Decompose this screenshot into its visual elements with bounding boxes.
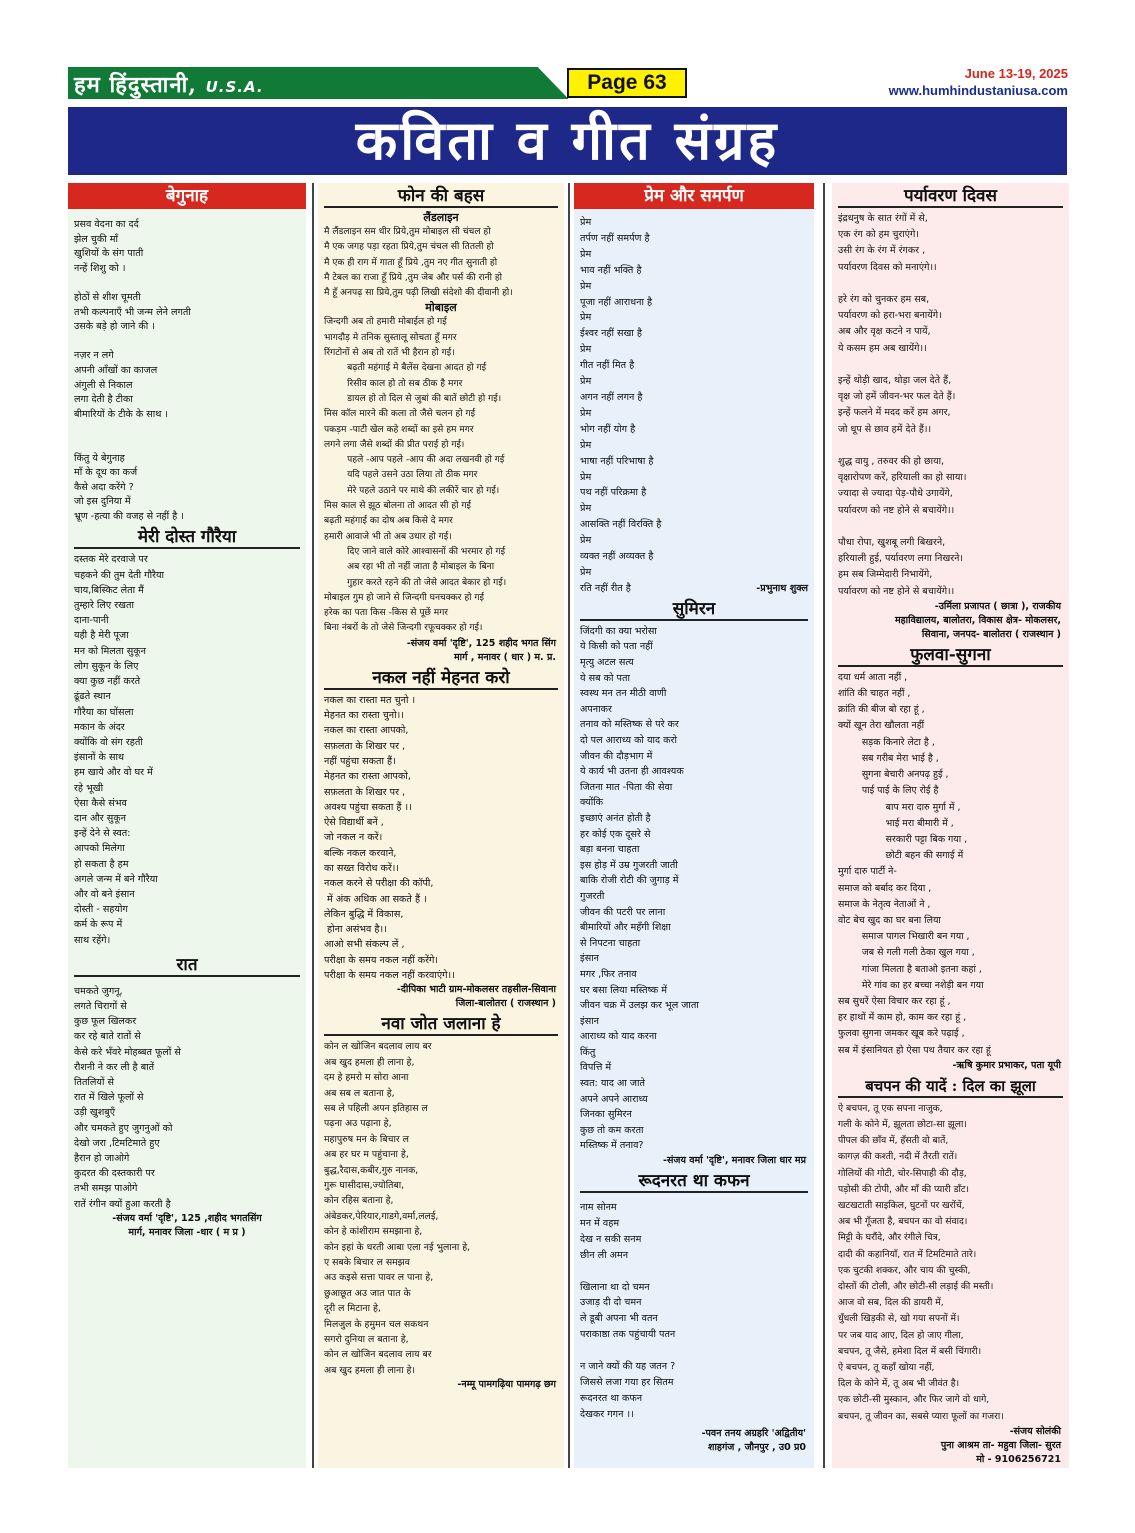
poem-text: नकल का रास्ता मत चुनो । मेहनत का रास्ता चुनो।। नकल का रास्ता आपको, सफ़लता के शिखर पर , नहीं पहुंचा सकता हैं। मेहनत का रास्ता आपको, सफ़लता के शिखर पर , अवश्य पहुंचा सकता हैं ।। ऐसे विद्यार्थी बनें , जो नकल न करें। बल्कि नकल करवाने, का सख्त विरोध करें।। नकल करने से परीक्षा की कॉपी, में अंक अधिक आ सकते हैं । लेकिन बुद्धि में विकास, होना असंभव है।। आओ सभी संकल्प लें , परीक्षा के समय नकल नहीं करेंगे। परीक्षा के समय नकल नहीं करवाएंगे।।	[324, 694, 455, 982]
column-3	[574, 183, 814, 1468]
poem-subtitle: लैंडलाइन	[423, 211, 459, 224]
page-number: Page 63	[567, 68, 687, 98]
poem-credit: -पवन तनय अग्रहरि 'अद्वितीय' शाहगंज , जौनपुर , उ0 प्र0	[701, 1427, 806, 1453]
poem-text: दया धर्म आता नहीं , शांति की चाहत नहीं , क्रांति की बीज बो रहा हूं , क्यों खून तेरा खौलता नहीं सड़क किनारे लेटा है , सब गरीब मेरा भाई है , सुगना बेचारी अनपढ़ हुई , पाई पाई के लिए रोई है बाप मरा दारु मुर्गा में , भाई मरा बीमारी में , सरकारी पट्टा बिक गया , छोटी बहन की सगाई में मुर्गा दारु पार्टी ने- समाज को बर्बाद कर दिया , समाज के नेतृत्व नेताओं ने , वोट बेच खुद का घर बना लिया समाज पागल भिखारी बन गया , जब से गली गली ठेका खुल गया , गांजा मिलता है बताओ इतना कहां , मेरे गांव का हर बच्चा नशेड़ी बन गया सब सुधरें ऐसा विचार कर रहा हूं , हर हाथों में काम हो, काम कर रहा हूं , फुलवा सुगना जमकर खूब करे पढ़ाई , सब में इंसानियत हो ऐसा पथ तैयार कर रहा हूं	[838, 671, 991, 1056]
poem-credit: -संजय वर्मा 'दृष्टि', मनावर जिला धार मप्र	[663, 1155, 806, 1167]
poem-credit: -संजय सोलंकी पुना आश्रम ता- महुवा जिला- सुरत मो - 9106256721	[940, 1425, 1061, 1465]
title-band	[68, 107, 1067, 175]
poem-title: बचपन की यादें : दिल का झूला	[838, 1075, 1063, 1098]
poem-end-row	[574, 581, 814, 596]
poem-title: पर्यावरण दिवस	[838, 185, 1063, 208]
poem-title: मेरी दोस्त गौरैया	[74, 526, 300, 549]
column-1	[68, 183, 306, 1468]
poem-text: दस्तक मेरे दरवाजे पर चहकने की तुम देती गौरैया चाय,बिस्किट लेता मैं तुम्हारे लिए रखता दाना-पानी यही है मेरी पूजा मन को मिलता सुकून लोग सुकून के लिए क्या कुछ नहीं करते ढूंढते स्थान गौरैया का घोंसला मकान के अंदर क्योंकि वो संग रहती इंसानों के साथ हम खाये और वो घर में रहे भूखी ऐसा कैसे संभव दान और सुकून इन्हें देने से स्वत: आपको मिलेगा हो सकता है हम अगले जन्म में बने गौरैया और वो बने इंसान दोस्ती - सहयोग कर्म के रूप में साथ रहेंगे।	[74, 554, 165, 946]
poem-text: रति नहीं रीत है	[580, 582, 631, 594]
column-divider	[312, 183, 314, 1468]
poem-title: बेगुनाह	[68, 183, 306, 209]
poem-text: कोन ल खोजिन बदलाव लाय बर अब खुद हमला ही लाना हे, दम हे हमरो म सोरा आना अब सब ल बताना हे, सब ले पहिली अपन इतिहास ल पढ़ना अउ पढ़ाना हे, महापुरुष मन के बिचार ल अब हर घर म पहुंचाना हे, बुद्ध,रैदास,कबीर,गुरु नानक, गुरू घासीदास,ज्योतिबा, कोन रहिस बताना हे, अंबेडकर,पेरियार,गाडगे,वर्मा,ललई, कोन हे कांशीराम समझाना हे, कोन इहां के धरती आबा एला नई भुलाना हे, ए सबके बिचार ल समझव अउ कइसे सत्ता पावर ल पाना हे, छुआछूत अउ जात पात के दूरी ल मिटाना हे, मिलजुल के हमुमन चल सकथन सगरो दुनिया ल बताना हे, कोन ल खोजिन बदलाव लाय बर अब खुद हमला ही लाना हे।	[324, 1041, 471, 1376]
poem-credit: -प्रभुनाथ शुक्ल	[756, 582, 808, 594]
poem-title: रात	[74, 954, 300, 977]
poem-text: जिन्दगी अब तो हमारी मोबाईल हो गई भागदौड़ मे तनिक सुस्तालू सोचता हूँ मगर रिंगटोनों से अब तो रातें भी हैरान हो गई। बढ़ती महंगाई मे बैलेंस देखना आदत हो गई रिसीव काल हो तो सब ठीक है मगर डायल हो तो दिल से जुबां की बातें छोटी हो गई। मिस कॉल मारने की कला तो जैसे चलन हो गई पकड़म -पाटी खेल कहे शब्दों का इसे हम मगर लगने लगा जैसे शब्दों की प्रीत पराई हो गई। पहले -आप पहले -आप की अदा लखनवी हो गई यदि पहले उसने उठा लिया तो ठीक मगर मेरे पहले उठाने पर माथे की लकीरें चार हो गई। मिस काल से झूठ बोलना तो आदत सी हो गई बढ़ती महंगाई का दोष अब किसे दे मगर हमारी आवाजे भी तो अब उधार हो गई। दिए जाने वाले कोरे आश्वासनों की भरमार हो गई अब रहा भी तो नहीं जाता है मोबाइल के बिना गुहार करते रहने की तो जेसे आदत बेकार हो गई। मोबाइल गुम हो जाने से जिन्दगी घनचक्कर हो गई हरेक का पता किस -किस से पूछें मगर बिना नंबरों के तो जेसे जिन्दगी रफूचक्कर हो गई।	[324, 317, 507, 634]
page-title: कविता व गीत संग्रह	[355, 109, 780, 172]
poem-subtitle: मोबाइल	[425, 301, 457, 315]
poem-title: नवा जोत जलाना हे	[324, 1013, 558, 1036]
issue-date: June 13-19, 2025	[964, 66, 1068, 81]
poem-text: इंद्रधनुष के सात रंगों में से, एक रंग को हम चुराएंगे। उसी रंग के रंग में रंगकर , पर्यावरण दिवस को मनाएंगे।। हरे रंग को चुनकर हम सब, पर्यावरण को हरा-भरा बनायेंगे। अब और वृक्ष कटने न पायें, ये कसम हम अब खायेंगे।। इन्हें थोड़ी खाद, थोड़ा जल देते हैं, वृक्ष जो हमें जीवन-भर फल देते हैं। इन्हें फलने में मदद करें हम अगर, जो धूप से छाव हमें देते हैं।। शुद्ध वायु , तरुवर की हो छाया, वृक्षारोपण करें, हरियाली का हो साया। ज्यादा से ज्यादा पेड़-पौधे उगायेंगे, पर्यावरण को नष्ट होने से बचायेंगे।। पौधा रोपा, खुशबू लगी बिखरने, हरियाली हुई, पर्यावरण लगा निखरने। हम सब जिम्मेदारी निभायेंगे, पर्यावरण को नष्ट होने से बचायेंगे।।	[838, 213, 967, 597]
poem-text: प्रेम तर्पण नहीं समर्पण है प्रेम भाव नहीं भक्ति है प्रेम पूजा नहीं आराधना है प्रेम ईश्वर नहीं सखा है प्रेम गीत नहीं मित है प्रेम अगन नहीं लगन है प्रेम भोग नहीं योग है प्रेम भाषा नहीं परिभाषा है प्रेम पथ नहीं परिक्रमा है प्रेम आसक्ति नहीं विरक्ति है प्रेम व्यक्त नहीं अव्यक्त है प्रेम	[580, 217, 662, 578]
poem-text: मै लैंडलाइन सम धीर प्रिये,तुम मोबाइल सी चंचल हो मै एक जगह पड़ा रहता प्रिये,तुम चंचल सी तितली हो मै एक ही राग में गाता हूँ प्रिये ,तुम नए गीत सुनाती हो मै टेबल का राजा हूँ प्रिये ,तुम जेब और पर्स की रानी हो मै हूँ अनपढ़ सा प्रिये,तुम पढ़ी लिखी संदेशो की दीवानी हो।	[324, 227, 513, 299]
poem-credit: -उर्मिला प्रजापत ( छात्रा ), राजकीय महाविद्यालय, बालोतरा, विकास क्षेत्र- मोकलसर, सिवाना, जनपद- बालोतरा ( राजस्थान )	[894, 600, 1061, 640]
column-2	[318, 183, 564, 1468]
poem-credit: -ऋषि कुमार प्रभाकर, पता यूपी	[952, 1059, 1061, 1071]
poem-title: रूदनरत था कफन	[580, 1170, 808, 1193]
poem-text: जिंदगी का क्या भरोसा ये किसी को पता नहीं मृत्यु अटल सत्य ये सब को पता स्वस्थ मन तन मीठी वाणी अपनाकर तनाव को मस्तिष्क से परे कर दो पल आराध्य को याद करो जीवन की दौड़भाग में ये कार्य भी उतना ही आवश्यक जितना मात -पिता की सेवा क्योंकि इच्छाएं अनंत होती है हर कोई एक दूसरे से बड़ा बनना चाहता इस होड़ में उम्र गुजरती जाती बाकि रोजी रोटी की जुगाड़ में गुजरती जीवन की पटरी पर लाना बीमारियों और महँगी शिक्षा से निपटना चाहता इंसान मगर ,फिर तनाव घर बसा लिया मस्तिष्क में जीवन चक्र में उलझ कर भूल जाता इंसान आराध्य को याद करना किंतु विपत्ति में स्वत: याद आ जाते अपने अपने आराध्य जिनका सुमिरन कुछ तो कम करता मस्तिष्क में तनाव?	[580, 625, 699, 1152]
poem-title: फुलवा-सुगना	[838, 644, 1063, 667]
masthead: हम हिंदुस्तानी, U.S.A.	[74, 72, 264, 98]
poem-credit: -संजय वर्मा 'दृष्टि', 125 शहीद भगत सिंग मार्ग , मनावर ( धार ) म. प्र.	[406, 637, 556, 663]
poem-credit: -दीपिका भाटी ग्राम-मोकलसर तहसील-सिवाना जिला-बालोतरा ( राजस्थान )	[396, 984, 556, 1010]
column-divider	[823, 183, 825, 1468]
poem-title: प्रेम और समर्पण	[574, 183, 814, 209]
poem-title: फोन की बहस	[324, 185, 558, 208]
poem-text: ऐ बचपन, तू एक सपना नाजुक, गली के कोने में, झूलता छोटा-सा झूला। पीपल की छाँव में, हँसती वो बातें, कागज़ की कश्ती, नदी में तैरती रातें। गोलियों की गोटी, चोर-सिपाही की दौड़, पड़ोसी की टोपी, और माँ की प्यारी डाँट। खटखटाती साइकिल, घुटनों पर खरोंचें, अब भी गूँजता है, बचपन का वो संवाद। मिट्टी के घरौंदे, और रंगीले चित्र, दादी की कहानियाँ, रात में टिमटिमाते तारे। एक चुटकी शक्कर, और चाय की चुस्की, दोस्तों की टोली, और छोटी-सी लड़ाई की मस्ती। आज वो सब, दिल की डायरी में, धुँधली खिड़की से, खो गया सपनों में। पर जब याद आए, दिल हो जाए गीला, बचपन, तू जैसे, हमेशा दिल में बसी चिंगारी। ऐ बचपन, तू कहाँ खोया नहीं, दिल के कोने में, तू अब भी जीवंत है। एक छोटी-सी मुस्कान, और फिर जागे वो धागे, बचपन, तू जीवन का, सबसे प्यारा फूलों का गजरा।	[838, 1102, 1004, 1422]
column-4	[832, 183, 1069, 1468]
poem-text: नाम सोनम मन में वहम देख न सकी सनम छीन ली अमन खिलाना था दो चमन उजाड़ दी दो चमन ले डूबी अपना भी वतन पराकाष्ठा तक पहुंचायी पतन न जाने क्यों की यह जतन ? जिससे लजा गया हर सितम रूदनरत था कफन देखकर गगन ।।	[580, 1202, 676, 1420]
poem-title: नकल नहीं मेहनत करो	[324, 667, 558, 690]
poem-text: चमकते जुगनू, लगते चिरागों से कुछ फूल खिलकर कर रहे बाते रातों से केसे करे भँवरे मोहब्बत फूलों से रौशनी ने कर ली है बातें तितलियों से रात में खिले फूलों से उड़ी खुशबुएँ और चमकते हुए जुगनुओं को देखो जरा ,टिमटिमाते हुए हैरान हो जाओगे कुदरत की दस्तकारी पर तभी समझ पाओगे रातें रंगीन क्यों हुआ करती है	[74, 985, 181, 1210]
website-link[interactable]: www.humhindustaniusa.com	[888, 83, 1068, 98]
column-divider	[568, 183, 570, 1468]
poem-text: प्रसव वेदना का दर्द झेल चुकी माँ खुशियों के संग पाती नन्हें शिशु को । होठों से शीश चूमती तभी कल्पनाएँ भी जन्म लेने लगती उसके बड़े हो जाने की । नज़र न लगे अपनी आँखों का काजल अंगुली से निकाल लगा देती है टीका बीमारियों के टीके के साथ । किंतु ये बेगुनाह माँ के दूध का कर्ज कैसे अदा करेंगे ? जो इस दुनिया में भ्रूण -हत्या की वजह से नहीं है ।	[74, 219, 191, 522]
poem-title: सुमिरन	[580, 598, 808, 621]
poem-credit: -संजय वर्मा 'दृष्टि', 125 ,शहीद भगतसिंग मार्ग, मनावर जिला -धार ( म प्र )	[112, 1212, 262, 1238]
poem-credit: -नम्मू पामगढ़िया पामगढ़ छग	[457, 1379, 556, 1391]
